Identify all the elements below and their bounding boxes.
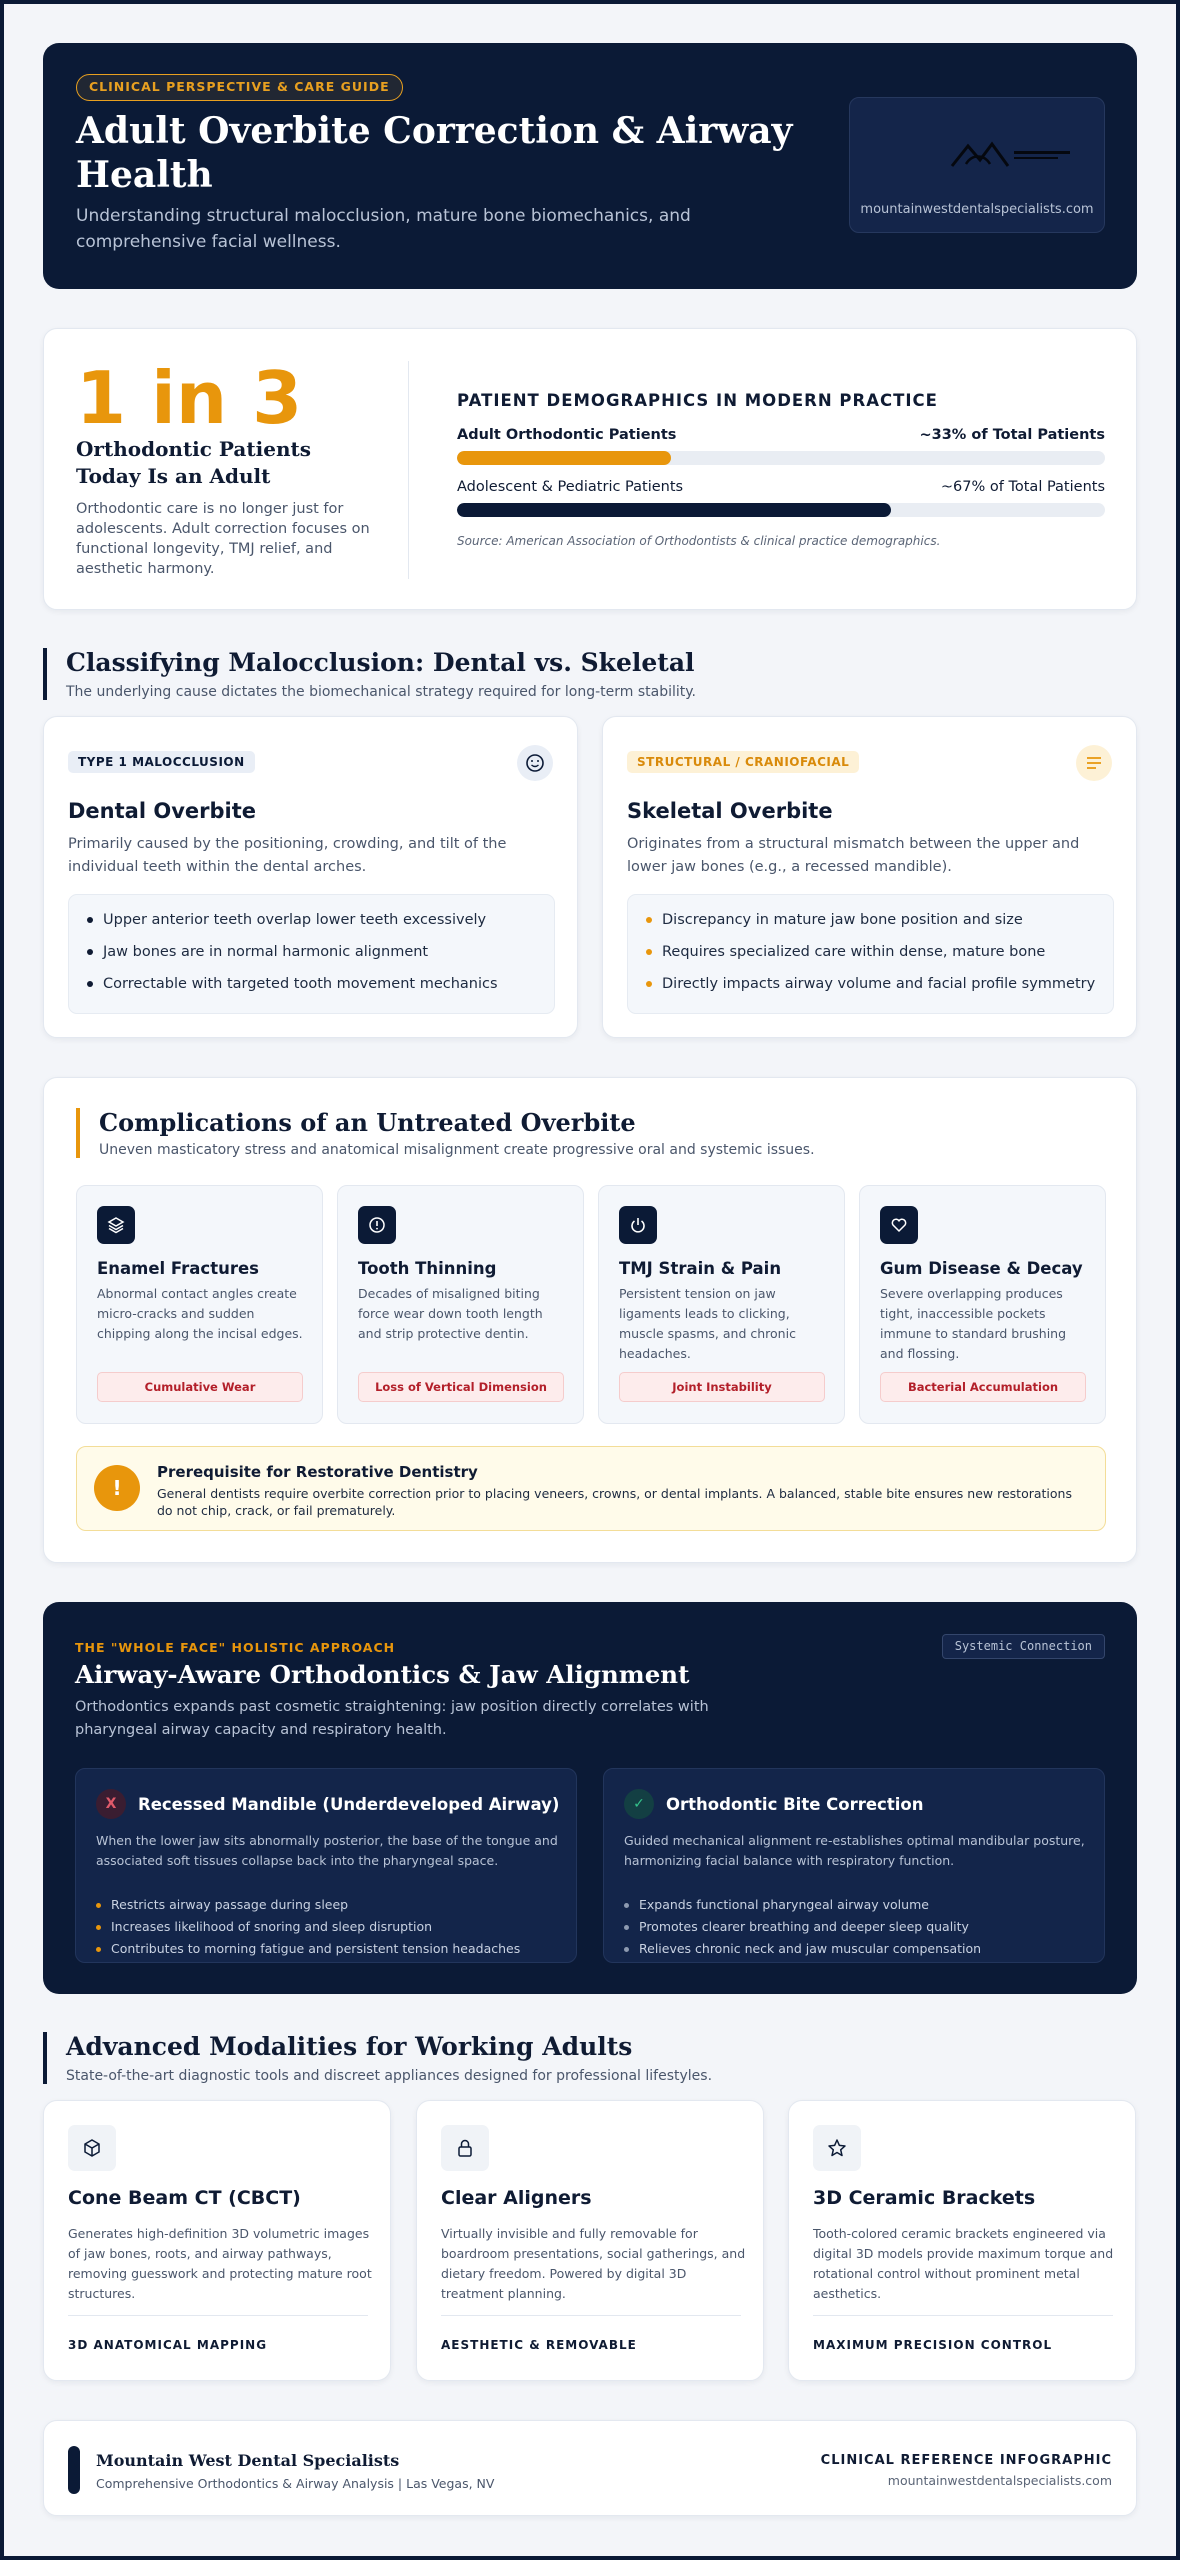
logo-url: mountainwestdentalspecialists.com [860,202,1094,217]
card-title: Enamel Fractures [97,1259,259,1278]
list-item: Correctable with targeted tooth movement mechanics [87,976,498,992]
stat-number: 1 in 3 [76,356,303,440]
skeletal-overbite-card [602,716,1137,1038]
card-title: Tooth Thinning [358,1259,497,1278]
card-description: Tooth-colored ceramic brackets engineered via digital 3D models provide maximum torque and rotational control without prominent metal aesthetics. [813,2226,1114,2301]
complication-card [859,1185,1106,1424]
airway-section [43,1602,1137,1994]
page-title: Adult Overbite Correction & Airway Health [76,110,793,196]
bar-value: ~33% of Total Patients [919,427,1105,443]
hero-banner [43,43,1137,289]
list-item: Contributes to morning fatigue and persistent tension headaches [96,1941,520,1956]
list-icon [1076,745,1112,781]
list-item: Discrepancy in mature jaw bone position and size [646,912,1023,928]
list-item: Upper anterior teeth overlap lower teeth excessively [87,912,486,928]
card-title: Clear Aligners [441,2187,592,2209]
exclamation-icon: ! [94,1465,140,1511]
card-footer-label: AESTHETIC & REMOVABLE [441,2338,637,2352]
systemic-connection-chip: Systemic Connection [942,1634,1105,1659]
divider [813,2315,1113,2316]
card-description: Guided mechanical alignment re-establishes optimal mandibular posture, harmonizing facial balance with respiratory function. [624,1833,1085,1868]
hero-subtitle: Understanding structural malocclusion, mature bone biomechanics, and comprehensive facial wellness. [76,206,691,252]
modality-card-cbct [43,2100,391,2381]
bar-label: Adult Orthodontic Patients [457,427,677,443]
card-title: Cone Beam CT (CBCT) [68,2187,301,2209]
feature-list [627,894,1114,1014]
card-title: Dental Overbite [68,799,256,823]
risk-tag: Loss of Vertical Dimension [358,1372,564,1402]
divider [408,361,409,579]
type-badge: TYPE 1 MALOCCLUSION [68,751,255,773]
layers-icon [97,1206,135,1244]
footer-accent-bar [68,2446,80,2494]
dental-overbite-card [43,716,578,1038]
list-item: Promotes clearer breathing and deeper sleep quality [624,1919,969,1934]
list-item: Requires specialized care within dense, mature bone [646,944,1045,960]
complication-card [337,1185,584,1424]
clinic-name: Mountain West Dental Specialists [96,2451,400,2470]
card-description: When the lower jaw sits abnormally posterior, the base of the tongue and associated soft tissues collapse back into the pharyngeal space. [96,1833,558,1868]
list-item: Jaw bones are in normal harmonic alignment [87,944,428,960]
card-title: Recessed Mandible (Underdeveloped Airway) [138,1795,560,1814]
list-item: Expands functional pharyngeal airway volume [624,1897,929,1912]
card-title: TMJ Strain & Pain [619,1259,782,1278]
power-icon [619,1206,657,1244]
infographic-label: CLINICAL REFERENCE INFOGRAPHIC [820,2453,1112,2468]
check-mark-icon: ✓ [624,1789,654,1819]
complications-section [43,1077,1137,1563]
alert-circle-icon [358,1206,396,1244]
callout-text: General dentists require overbite correction prior to placing veneers, crowns, or dental implants. A balanced, stable bite ensures new restorations do not chip, crack, or fail prematurely. [157,1486,1072,1518]
section-subtitle: Uneven masticatory stress and anatomical misalignment create progressive oral and systemic issues. [99,1142,815,1158]
modality-card-aligners [416,2100,764,2381]
prerequisite-callout [76,1446,1106,1531]
section-eyebrow: THE "WHOLE FACE" HOLISTIC APPROACH [75,1640,396,1655]
clinic-logo-icon [950,138,1076,172]
bite-correction-card [603,1768,1105,1963]
card-description: Primarily caused by the positioning, crowding, and tilt of the individual teeth within the dental arches. [68,836,507,875]
section-title: Airway-Aware Orthodontics & Jaw Alignment [75,1660,690,1689]
card-description: Virtually invisible and fully removable for boardroom presentations, social gatherings, and dietary freedom. Powered by digital 3D treatment planning. [441,2226,746,2301]
card-footer-label: MAXIMUM PRECISION CONTROL [813,2338,1053,2352]
complications-heading [76,1108,815,1158]
source-note: Source: American Association of Orthodontists & clinical practice demographics. [457,534,941,548]
footer-url[interactable]: mountainwestdentalspecialists.com [887,2473,1112,2488]
list-item: Increases likelihood of snoring and sleep disruption [96,1919,432,1934]
section-subtitle: State-of-the-art diagnostic tools and discreet appliances designed for professional lifestyles. [66,2068,713,2084]
complication-card [76,1185,323,1424]
type-badge: STRUCTURAL / CRANIOFACIAL [627,751,859,773]
card-description: Severe overlapping produces tight, inaccessible pockets immune to standard brushing and flossing. [880,1286,1067,1361]
hero-eyebrow: CLINICAL PERSPECTIVE & CARE GUIDE [76,74,403,101]
list-item: Relieves chronic neck and jaw muscular compensation [624,1941,981,1956]
card-title: Gum Disease & Decay [880,1259,1083,1278]
lock-icon [441,2125,489,2171]
card-description: Originates from a structural mismatch between the upper and lower jaw bones (e.g., a recessed mandible). [627,836,1080,875]
section-title: Advanced Modalities for Working Adults [66,2032,633,2061]
recessed-mandible-card [75,1768,577,1963]
stat-description: Orthodontic care is no longer just for adolescents. Adult correction focuses on functional longevity, TMJ relief, and aesthetic harmony. [76,501,370,577]
callout-title: Prerequisite for Restorative Dentistry [157,1463,478,1481]
divider [68,2315,368,2316]
list-item: Directly impacts airway volume and facial profile symmetry [646,976,1095,992]
section-subtitle: Orthodontics expands past cosmetic straightening: jaw position directly correlates with pharyngeal airway capacity and respiratory health. [75,1699,709,1738]
clinic-tagline: Comprehensive Orthodontics & Airway Analysis | Las Vegas, NV [96,2476,495,2491]
stat-headline: Orthodontic Patients Today Is an Adult [76,437,311,488]
card-description: Decades of misaligned biting force wear down tooth length and strip protective dentin. [358,1286,543,1341]
bar-value: ~67% of Total Patients [940,479,1105,495]
card-description: Generates high-definition 3D volumetric images of jaw bones, roots, and airway pathways, removing guesswork and protecting mature root structures. [68,2226,372,2301]
stats-card [43,328,1137,610]
bar-track [457,503,1105,517]
bar-label: Adolescent & Pediatric Patients [457,479,684,495]
card-footer-label: 3D ANATOMICAL MAPPING [68,2338,268,2352]
card-title: 3D Ceramic Brackets [813,2187,1036,2209]
section-title: Classifying Malocclusion: Dental vs. Skeletal [66,648,695,677]
bar-fill [457,451,671,465]
card-title: Orthodontic Bite Correction [666,1795,924,1814]
risk-tag: Bacterial Accumulation [880,1372,1086,1402]
feature-list [68,894,555,1014]
bar-fill [457,503,891,517]
modalities-heading [43,2032,712,2084]
list-item: Restricts airway passage during sleep [96,1897,348,1912]
card-title: Skeletal Overbite [627,799,833,823]
card-description: Persistent tension on jaw ligaments leads to clicking, muscle spasms, and chronic headaches. [619,1286,796,1361]
risk-tag: Cumulative Wear [97,1372,303,1402]
divider [441,2315,741,2316]
smile-icon [517,745,553,781]
heart-icon [880,1206,918,1244]
demographics-title: PATIENT DEMOGRAPHICS IN MODERN PRACTICE [457,391,938,410]
page-footer [43,2420,1137,2516]
x-mark-icon: X [96,1789,126,1819]
risk-tag: Joint Instability [619,1372,825,1402]
modality-card-brackets [788,2100,1136,2381]
section-subtitle: The underlying cause dictates the biomechanical strategy required for long-term stability. [66,684,696,700]
cube-icon [68,2125,116,2171]
card-description: Abnormal contact angles create micro-cracks and sudden chipping along the incisal edges. [97,1286,303,1341]
complication-card [598,1185,845,1424]
star-icon [813,2125,861,2171]
logo-panel [849,97,1105,233]
bar-track [457,451,1105,465]
section-title: Complications of an Untreated Overbite [99,1108,636,1137]
classify-heading [43,648,696,700]
